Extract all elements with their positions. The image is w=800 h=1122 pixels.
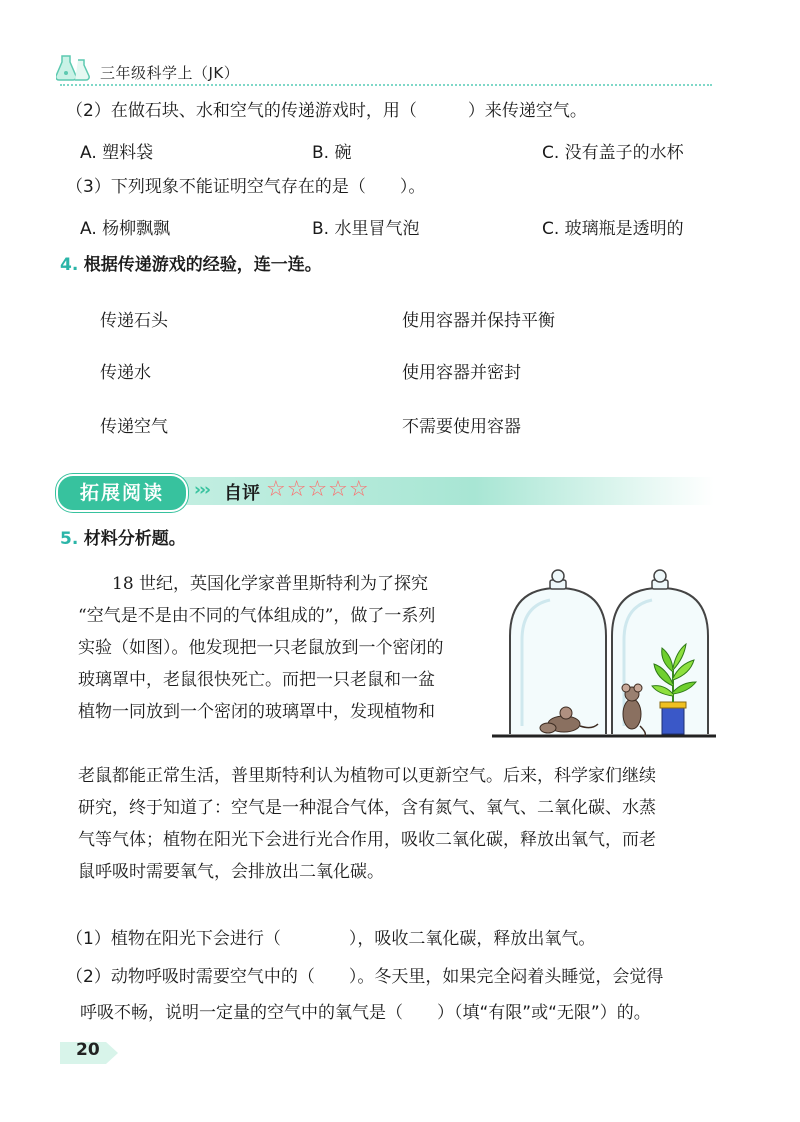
banner-label: 拓展阅读 [56, 474, 188, 512]
match-left-item: 传递水 [100, 363, 151, 383]
paragraph-line: “空气是不是由不同的气体组成的”，做了一系列 [78, 606, 436, 626]
question-5-number: 5. [60, 529, 79, 549]
question-3-option-c: C. 玻璃瓶是透明的 [542, 219, 684, 239]
paragraph-line: 玻璃罩中，老鼠很快死亡。而把一只老鼠和一盆 [78, 670, 435, 690]
sub-question-1: （1）植物在阳光下会进行（ ），吸收二氧化碳，释放出氧气。 [66, 929, 596, 949]
page-number: 20 [76, 1040, 100, 1060]
bell-jar-left [510, 570, 606, 734]
question-2-option-c: C. 没有盖子的水杯 [542, 143, 684, 163]
bell-jar-illustration [488, 566, 720, 746]
paragraph-line: 植物一同放到一个密闭的玻璃罩中，发现植物和 [78, 702, 435, 722]
banner-arrows-icon: ››› [194, 480, 210, 500]
question-2-option-b: B. 碗 [312, 143, 352, 163]
flask-logo-icon [56, 52, 96, 84]
paragraph-line: 研究，终于知道了：空气是一种混合气体，含有氮气、氧气、二氧化碳、水蒸 [78, 798, 656, 818]
match-right-item: 使用容器并保持平衡 [402, 311, 555, 331]
extended-reading-banner [56, 474, 716, 508]
header-title: 三年级科学上（JK） [100, 64, 240, 82]
question-2-option-a: A. 塑料袋 [80, 143, 154, 163]
question-2-stem: （2）在做石块、水和空气的传递游戏时，用（ ）来传递空气。 [66, 101, 587, 121]
match-left-item: 传递石头 [100, 311, 168, 331]
question-4-title: 根据传递游戏的经验，连一连。 [83, 255, 322, 275]
question-4-heading [60, 252, 322, 278]
match-right-item: 使用容器并密封 [402, 363, 521, 383]
rating-stars[interactable]: ☆☆☆☆☆ [266, 477, 370, 502]
question-5-heading [60, 526, 186, 552]
self-evaluation-label: 自评 [224, 483, 260, 504]
paragraph-line: 实验（如图）。他发现把一只老鼠放到一个密闭的 [78, 638, 444, 658]
match-right-item: 不需要使用容器 [402, 417, 521, 437]
question-5-title: 材料分析题。 [83, 529, 186, 549]
sub-question-2-line-2: 呼吸不畅，说明一定量的空气中的氧气是（ ）（填“有限”或“无限”）的。 [80, 1003, 651, 1023]
sub-question-2-line-1: （2）动物呼吸时需要空气中的（ ）。冬天里，如果完全闷着头睡觉，会觉得 [66, 967, 664, 987]
header-divider [60, 84, 712, 86]
question-4-number: 4. [60, 255, 79, 275]
paragraph-line: 老鼠都能正常生活，普里斯特利认为植物可以更新空气。后来，科学家们继续 [78, 766, 656, 786]
question-3-stem: （3）下列现象不能证明空气存在的是（ ）。 [66, 177, 426, 197]
material-paragraph-full [78, 760, 728, 888]
question-3-option-a: A. 杨柳飘飘 [80, 219, 171, 239]
question-3-option-b: B. 水里冒气泡 [312, 219, 420, 239]
paragraph-line: 气等气体；植物在阳光下会进行光合作用，吸收二氧化碳，释放出氧气，而老 [78, 830, 656, 850]
material-paragraph-wrapped [78, 568, 488, 728]
match-left-item: 传递空气 [100, 417, 168, 437]
paragraph-line: 18 世纪，英国化学家普里斯特利为了探究 [78, 574, 429, 594]
paragraph-line: 鼠呼吸时需要氧气，会排放出二氧化碳。 [78, 862, 384, 882]
